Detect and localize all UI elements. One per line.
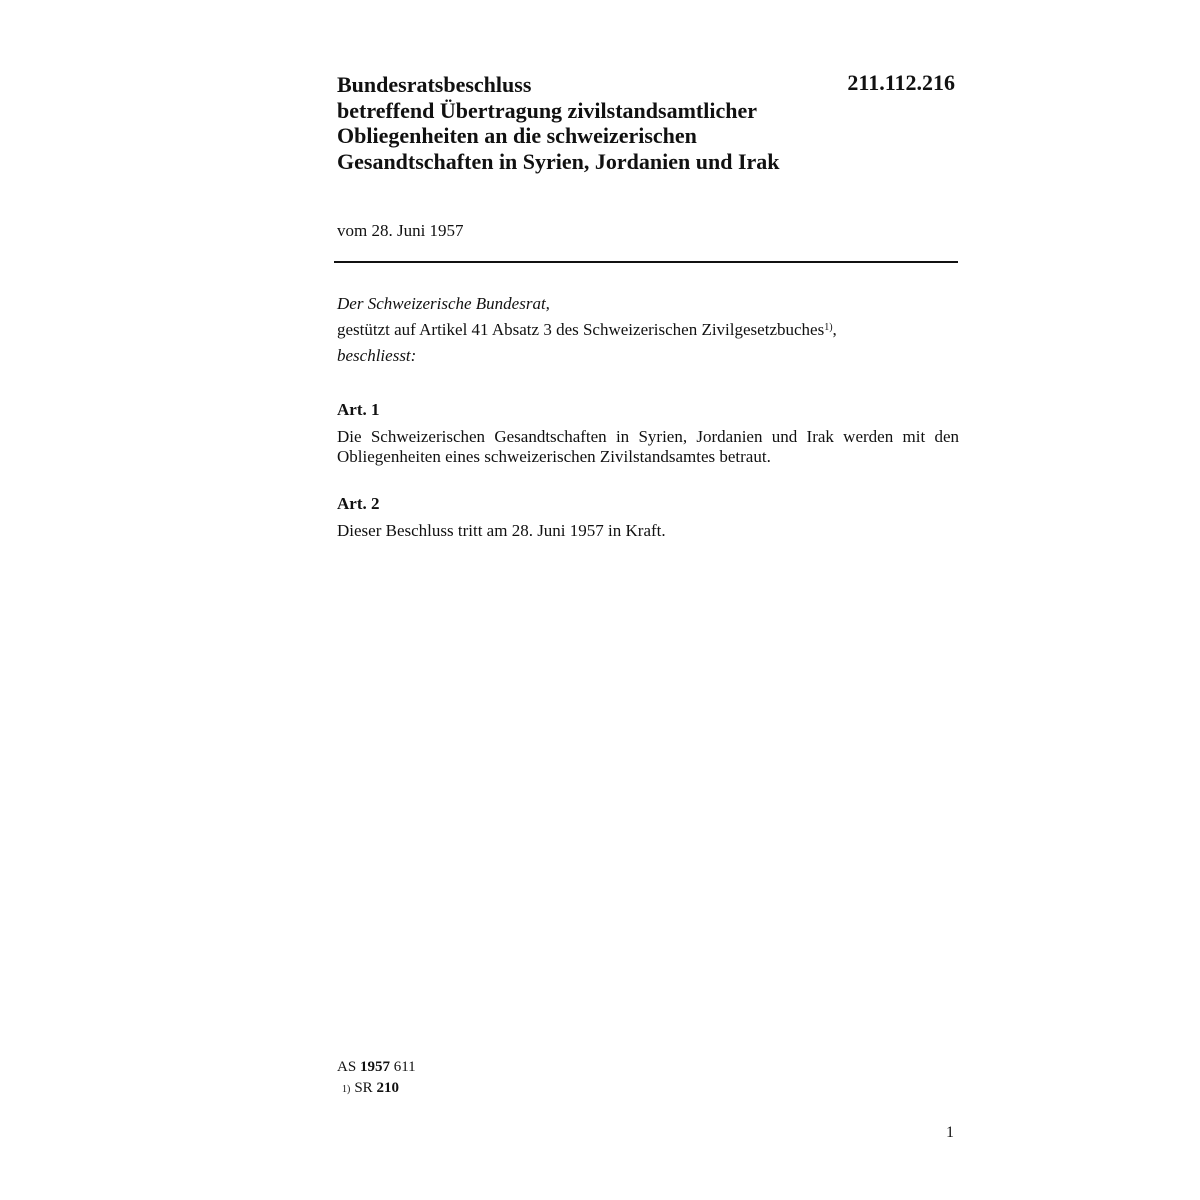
footnote-1-mark: 1)	[342, 1084, 351, 1095]
title-line-4: Gesandtschaften in Syrien, Jordanien und Irak	[337, 148, 780, 174]
preamble-basis-text: gestützt auf Artikel 41 Absatz 3 des Schweizerischen Zivilgesetzbuches	[337, 320, 825, 339]
official-compilation-reference	[337, 1057, 416, 1078]
footnotes	[337, 1057, 416, 1100]
footnote-1-prefix: SR	[354, 1080, 373, 1096]
sr-number: 211.112.216	[847, 70, 955, 95]
decree-date: vom 28. Juni 1957	[337, 221, 464, 240]
title-line-1: Bundesratsbeschluss	[337, 72, 532, 97]
as-page: 611	[393, 1059, 416, 1075]
page-number: 1	[946, 1124, 954, 1141]
preamble-basis-end: ,	[832, 320, 837, 339]
footnote-1	[337, 1078, 416, 1100]
article-2-title: Art. 2	[337, 494, 380, 513]
article-1-text: Die Schweizerischen Gesandtschaften in Syrien, Jordanien und Irak werden mit den Obliegenheiten eines schweizerischen Zivilstandsamtes betraut.	[337, 427, 959, 466]
article-2-text: Dieser Beschluss tritt am 28. Juni 1957 in Kraft.	[337, 521, 666, 540]
preamble	[337, 291, 959, 369]
preamble-basis	[337, 317, 959, 343]
document-title	[337, 72, 827, 174]
preamble-decision: beschliesst:	[337, 346, 417, 365]
as-year: 1957	[359, 1059, 390, 1075]
title-line-3: Obliegenheiten an die schweizerischen	[337, 123, 697, 148]
header-divider	[334, 261, 958, 263]
preamble-authority: Der Schweizerische Bundesrat,	[337, 294, 550, 313]
as-prefix: AS	[337, 1059, 357, 1075]
footnote-1-number: 210	[376, 1080, 399, 1096]
article-1-title: Art. 1	[337, 400, 380, 419]
footnote-reference-1[interactable]: 1)	[824, 322, 833, 333]
title-line-2: betreffend Übertragung zivilstandsamtlicher	[337, 97, 757, 123]
